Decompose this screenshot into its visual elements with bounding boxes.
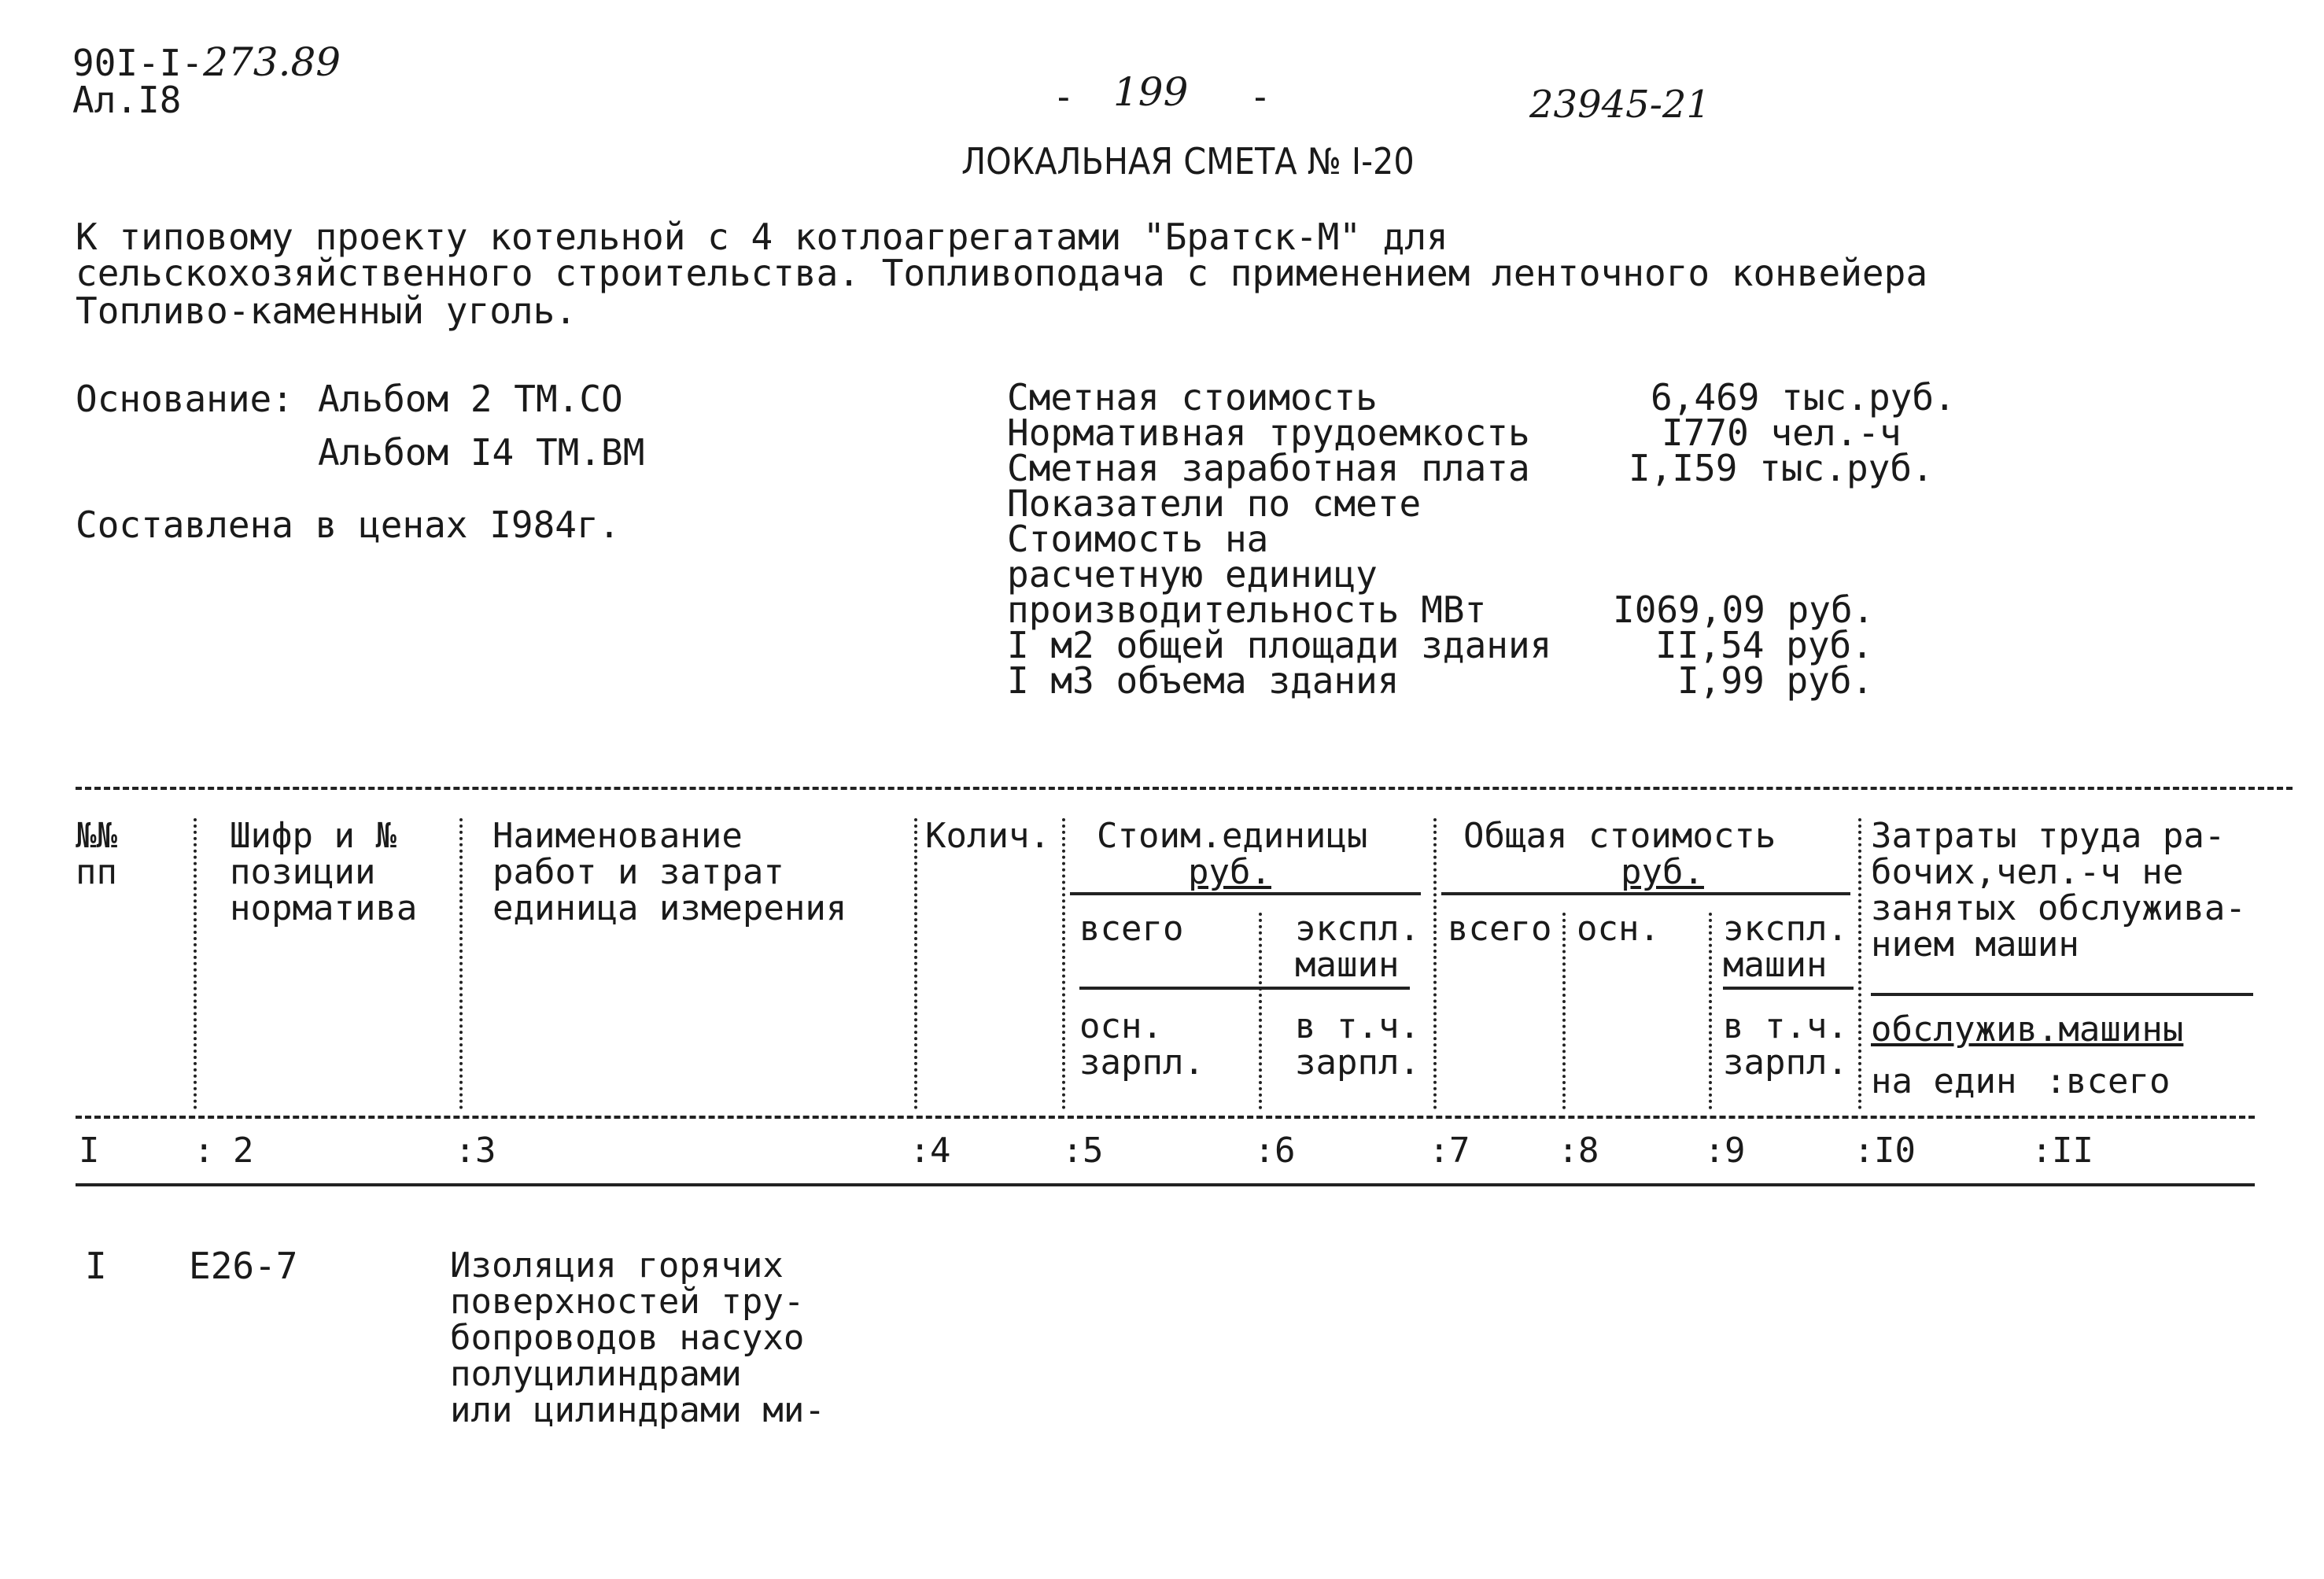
col-header-unit-cost-currency: руб. [1188,852,1271,892]
col-header-labor: Затраты труда ра- бочих,чел.-ч не занятых обслужива- нием машин [1871,816,2246,965]
page-number: 199 [1113,69,1189,115]
col-separator [1858,818,1861,1109]
summary-unit-cost-label-1: Стоимость на [1007,518,1269,560]
col-separator [1433,818,1437,1109]
page-dash-right: - [1249,76,1271,118]
col-number-11: II [2052,1131,2093,1171]
col-number-9: 9 [1725,1131,1746,1171]
page-dash-left: - [1053,76,1075,118]
col-header-number: №№ пп [76,816,117,892]
total-cost-rule [1441,892,1850,895]
col-separator [459,818,463,1109]
summary-area-label: I м2 общей площади здания [1007,624,1552,666]
summary-labor-label: Нормативная трудоемкость [1007,411,1530,454]
document-code-printed: 90I-I- [72,42,204,84]
summary-volume-value: I,99 руб. [1677,659,1874,702]
row-number: I [85,1245,107,1287]
col-separator [914,818,917,1109]
summary-cost-label: Сметная стоимость [1007,376,1378,419]
col-header-10: на един [1871,1061,2017,1101]
col-header-11-sep: : [2045,1061,2067,1101]
labor-rule [1871,993,2253,996]
col-number-7-sep: : [1429,1131,1450,1171]
col-number-6: 6 [1275,1131,1296,1171]
col-header-total-cost-currency: руб. [1621,852,1704,892]
table-header-bottom-rule [76,1183,2255,1186]
col-header-5-top: всего [1079,909,1184,949]
project-line-1: К типовому проекту котельной с 4 котлоагрегатами "Братск-М" для [76,216,1448,258]
summary-wage-label: Сметная заработная плата [1007,447,1530,489]
col-number-2-sep: : [194,1131,215,1171]
col-header-9-top: экспл. машин [1723,909,1848,985]
summary-labor-value: I770 чел.-ч [1662,411,1902,454]
price-basis: Составлена в ценах I984г. [76,504,621,546]
col-separator [1709,913,1712,1109]
summary-area-value: II,54 руб. [1655,624,1873,666]
col-number-11-sep: : [2031,1131,2053,1171]
col-number-3: 3 [475,1131,496,1171]
col-header-name: Наименование работ и затрат единица измерения [492,816,847,928]
col-number-5: 5 [1083,1131,1104,1171]
summary-volume-label: I м3 объема здания [1007,659,1400,702]
col-header-code: Шифр и № позиции норматива [230,816,418,928]
col-number-4-sep: : [909,1131,931,1171]
col-header-9-bottom: в т.ч. зарпл. [1723,1006,1848,1083]
col-separator [1562,913,1566,1109]
document-code [72,39,341,85]
col-number-3-sep: : [455,1131,476,1171]
col-header-5-bottom: осн. зарпл. [1079,1006,1204,1083]
basis-label: Основание: [76,378,293,420]
basis-album-2: Альбом I4 ТМ.ВМ [318,431,645,474]
summary-productivity-label: производительность МВт [1007,588,1487,631]
summary-productivity-value: I069,09 руб. [1613,588,1875,631]
row-code: Е26-7 [189,1245,298,1287]
col-number-1: I [79,1131,100,1171]
col-header-6-top: экспл. машин [1295,909,1420,985]
col-header-total-cost: Общая стоимость [1463,816,1776,856]
col-header-labor-machines: обслужив.машины [1871,1009,2184,1050]
unit-cost-sub-rule [1079,987,1410,990]
estimate-title: ЛОКАЛЬНАЯ СМЕТА № I-20 [961,140,1415,183]
summary-cost-value: 6,469 тыс.руб. [1651,376,1956,419]
basis-album-1: Альбом 2 ТМ.СО [318,378,623,420]
col-number-9-sep: : [1704,1131,1725,1171]
col-number-8-sep: : [1558,1131,1579,1171]
summary-indicators-label: Показатели по смете [1007,482,1422,525]
col-header-8: осн. [1577,909,1660,949]
total-cost-sub-rule [1723,987,1854,990]
project-line-3: Топливо-каменный уголь. [76,290,577,332]
col-separator [1259,913,1262,1109]
col-number-2: 2 [233,1131,254,1171]
album-number: Ал.I8 [72,79,182,121]
col-separator [194,818,197,1109]
col-number-10: I0 [1874,1131,1916,1171]
document-code-handwritten: 273.89 [203,39,341,85]
col-header-quantity: Колич. [925,816,1050,856]
col-number-5-sep: : [1062,1131,1083,1171]
summary-unit-cost-label-2: расчетную единицу [1007,553,1378,596]
col-header-6-bottom: в т.ч. зарпл. [1295,1006,1420,1083]
col-number-8: 8 [1578,1131,1599,1171]
inventory-number: 23945-21 [1529,83,1710,127]
table-top-rule [76,787,2293,790]
col-header-7: всего [1448,909,1552,949]
col-number-6-sep: : [1254,1131,1275,1171]
summary-wage-value: I,I59 тыс.руб. [1629,447,1934,489]
col-header-11: всего [2066,1061,2171,1101]
col-number-7: 7 [1449,1131,1470,1171]
project-line-2: сельскохозяйственного строительства. Топливоподача с применением ленточного конвейера [76,252,1928,294]
table-header-rule [76,1116,2255,1119]
col-separator [1062,818,1065,1109]
col-number-4: 4 [930,1131,951,1171]
row-work-name: Изоляция горячих поверхностей тру- бопроводов насухо полуцилиндрами или цилиндрами ми- [450,1245,825,1430]
col-header-unit-cost: Стоим.единицы [1097,816,1368,856]
col-number-10-sep: : [1854,1131,1875,1171]
unit-cost-rule [1070,892,1421,895]
